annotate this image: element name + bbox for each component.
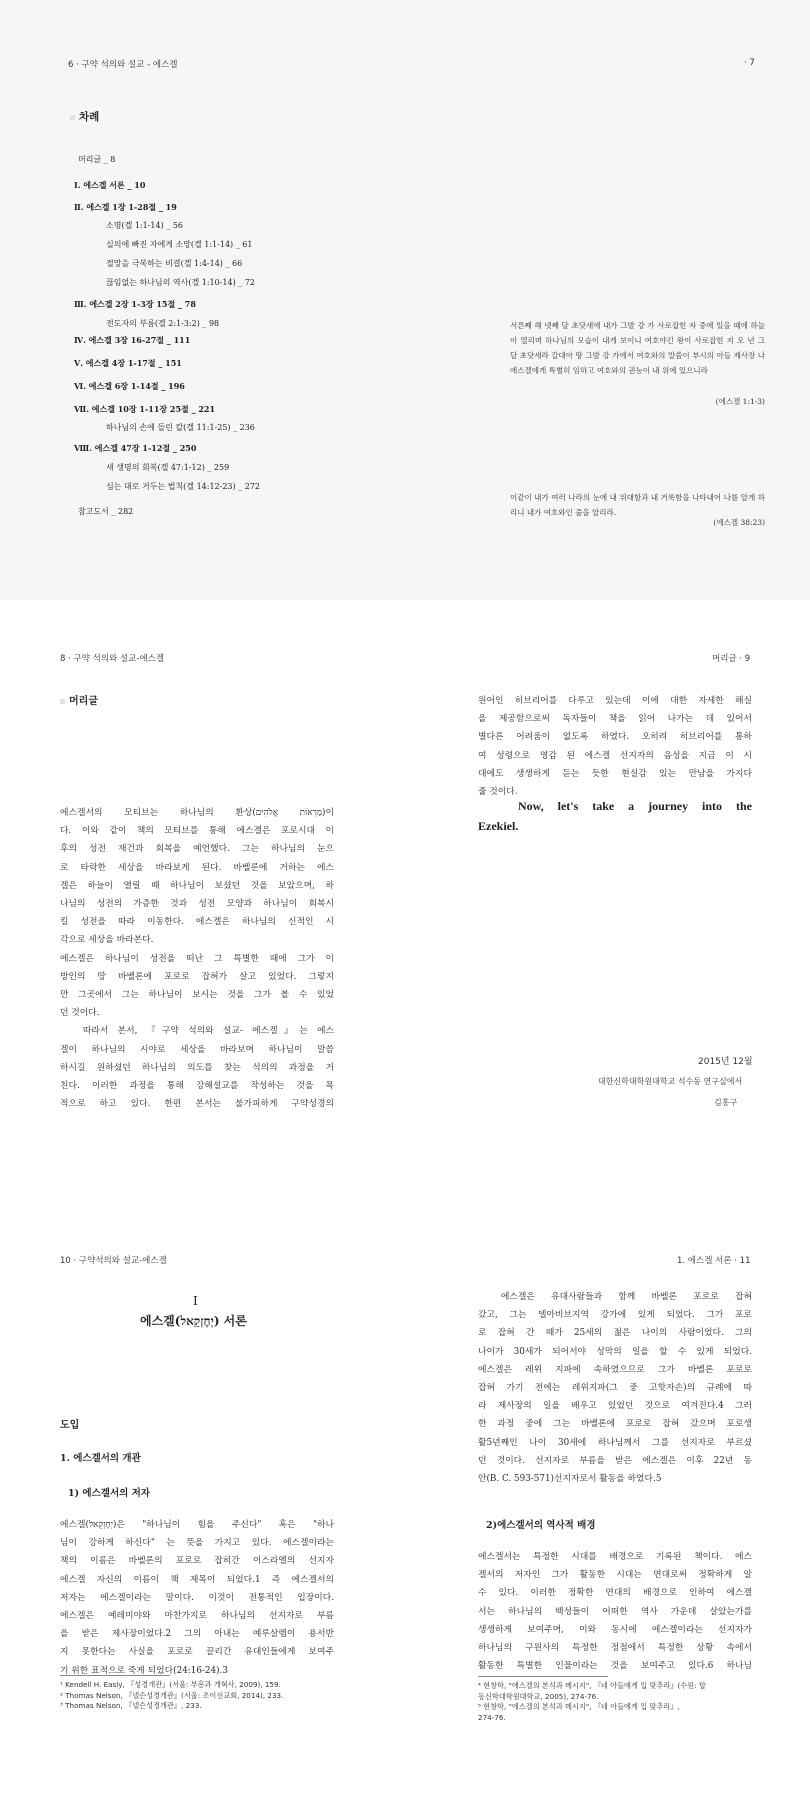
- epigraph-1: 서른째 해 넷째 달 초닷새에 내가 그발 강 가 사로잡힌 자 중에 있을 때에 하늘이 열리며 하나님의 모습이 내게 보이니 여호야긴 왕이 사로잡힌 지 오 년 그 달 초닷새라 갈대아 땅 그발 강 가에서 여호와의 말씀이 부시의 아들 제사장 나 에스겔에게 특별히 임하고 여호와의 권능이 내 위에 있으니라: [510, 321, 765, 375]
- text-line: 만 그곳에서 그는 하나님이 보시는 것을 그가 볼 수 있었: [60, 990, 334, 1001]
- footnote: 274-76.: [478, 1712, 506, 1722]
- toc-entry[interactable]: Ⅷ. 에스겔 47장 1-12절 _ 250: [74, 443, 197, 453]
- text-line: 별다른 어려움이 없도록 하였다. 오히려 히브리어를 통하: [478, 732, 752, 743]
- text-line: 로 타락한 세상을 바라보게 된다. 바벨론에 거하는 에스: [60, 862, 334, 873]
- toc-entry[interactable]: 머리글 _ 8: [78, 155, 116, 164]
- preface-body-right: [478, 692, 752, 801]
- english-quote-line-2: Ezekiel.: [478, 819, 519, 833]
- text-line: 각으로 세상을 바라본다.: [60, 935, 154, 946]
- english-quote-line-1: Now, let's take a journey into the: [518, 799, 752, 813]
- toc-entry[interactable]: 새 생명의 회복(겔 47:1-12) _ 259: [106, 463, 230, 472]
- text-line: 책의 이름은 바벨론의 포로로 잡히간 이스라엘의 선지자: [60, 1556, 334, 1567]
- subsection-history-heading: 2)에스겔서의 역사적 배경: [486, 1520, 596, 1531]
- text-line: 활동한 특별한 인물이라는 것을 보여주고 있다.6 하나님: [478, 1661, 752, 1672]
- text-line: 한 과정 중에 그는 바벨론에 포로로 잡혀 갔으며 포로생: [478, 1419, 752, 1430]
- text-line: 여 성령으로 영감 된 에스겔 선지자의 음성을 지금 이 시: [478, 750, 752, 761]
- preface-title: 머리글: [69, 696, 98, 707]
- text-line: 나이가 30세가 되어서야 성막의 일을 할 수 있게 되었다.: [478, 1346, 752, 1357]
- running-header-left: 6 · 구약 석의와 설교 - 에스겔: [68, 60, 178, 70]
- text-line: 따라서 본서, 『구약 석의와 설교- 에스겔』는 에스: [82, 1026, 334, 1037]
- text-line: 에스겔서의 모티브는 하나님의 환상(מַרְאוֹת אֱלֹהִים)이: [60, 808, 334, 818]
- epigraph-1-reference: (에스겔 1:1-3): [715, 397, 765, 406]
- footnote: ² Thomas Nelson, 『넬슨성경개관』(서울: 조이선교회, 2014), 233.: [60, 1690, 284, 1700]
- running-header-left: 8 · 구약 석의와 설교-에스겔: [60, 654, 165, 664]
- text-line: 저자는 에스겔이라는 말이다. 이것이 전통적인 입장이다.: [60, 1592, 334, 1603]
- toc-entry[interactable]: 끊임없는 하나님의 역사(겔 1:10-14) _ 72: [106, 278, 255, 287]
- chapter-number: I: [193, 1294, 198, 1308]
- text-line: 안(B. C. 593-571)선지자로서 활동을 하였다.5: [478, 1474, 662, 1485]
- footnote-divider: [478, 1676, 608, 1677]
- section-intro-heading: 도입: [60, 1420, 80, 1431]
- footnote: 동신학대학원대학교, 2005), 274-76.: [478, 1691, 599, 1701]
- text-line: 방인의 땅 바벨론에 포로로 잡혀가 살고 있었다. 그렇지: [60, 971, 334, 982]
- author-affiliation: 대한신학대학원대학교 석수동 연구실에서: [598, 1077, 743, 1086]
- spread-toc: [0, 0, 810, 600]
- text-line: 갔고, 그는 델아비브지역 강가에 있게 되었다. 그가 포로: [478, 1310, 752, 1321]
- footnote: ³ Thomas Nelson, 『넬슨성경개관』, 233.: [60, 1701, 202, 1710]
- chapter-body-right-b: [478, 1548, 752, 1675]
- toc-entry[interactable]: Ⅴ. 에스겔 4장 1-17절 _ 151: [74, 358, 182, 368]
- text-line: 로 잡혀 간 때가 25세의 젊은 나이의 사람이었다. 그의: [478, 1328, 752, 1339]
- text-line: 하시길 원하셨던 하나님의 의도를 찾는 석의의 과정을 거: [60, 1062, 334, 1073]
- text-line: 기 위한 표적으로 죽게 되었다(24:16-24).3: [60, 1665, 228, 1676]
- footnote-divider: [60, 1675, 170, 1676]
- text-line: 에스겔은 레위 지파에 속하였으므로 그가 바벨론 포로로: [478, 1364, 752, 1375]
- epigraph-2-reference: (에스겔 38:23): [713, 518, 765, 527]
- preface-heading: [60, 692, 98, 707]
- toc-entry[interactable]: Ⅵ. 에스겔 6장 1-14절 _ 196: [74, 381, 185, 391]
- toc-entry[interactable]: 절망을 극복하는 비결(겔 1:4-14) _ 66: [106, 259, 243, 268]
- text-line: 에스겔서는 특정한 시대를 배경으로 기록된 책이다. 에스: [478, 1552, 752, 1562]
- text-line: 서는 하나님의 백성들이 어떠한 역사 가운데 살았는가를: [478, 1606, 752, 1617]
- text-line: 님이 강하게 하신다" 는 뜻을 가지고 있다. 에스겔이라는: [60, 1538, 334, 1549]
- bullet-dot-icon: [60, 699, 65, 704]
- chapter-body-right-a: [478, 1288, 752, 1488]
- toc-entry[interactable]: 심는 대로 거두는 법칙(겔 14:12-23) _ 272: [106, 482, 260, 491]
- text-line: 겔서의 저자인 그가 활동한 시대는 연대로써 정확하게 알: [478, 1570, 752, 1581]
- text-line: 겔은 하늘이 열릴 때 하나님이 보셨던 것을 보았으며, 하: [60, 880, 334, 891]
- running-header-right: 1. 에스겔 서론 · 11: [677, 1256, 751, 1266]
- running-header-right: 머리글 · 9: [712, 654, 751, 664]
- spread-chapter-1: [0, 1200, 810, 1802]
- footnotes-right: [478, 1681, 706, 1723]
- text-line: 줄 것이다.: [478, 787, 518, 798]
- toc-entry[interactable]: Ⅱ. 에스겔 1장 1-28절 _ 19: [74, 202, 177, 212]
- chapter-title: 에스겔(יְחֶזְקֵאל) 서론: [140, 1314, 247, 1328]
- text-line: 던 것이다.: [60, 1008, 100, 1019]
- text-line: 원어인 히브리어를 다루고 있는데 이에 대한 자세한 해실: [478, 696, 752, 706]
- footnote: ⁴ 현창학, "에스겔의 본석과 메시지", 『네 아들에게 입 맞추라』(수원: 합: [478, 1681, 706, 1690]
- text-line: 다. 이와 같이 책의 모티브를 통해 에스겔은 포로시대 이: [60, 826, 334, 837]
- text-line: 지 못한다는 사실을 포로로 끌리간 유대인들에게 보여주: [60, 1647, 334, 1658]
- text-line: 겔이 하나님의 시야로 세상을 바라보며 하나님이 말씀: [60, 1044, 334, 1055]
- bullet-dot-icon: [70, 115, 75, 120]
- text-line: 대에도 생생하게 듣는 듯한 현실감 있는 만남을 가지다: [478, 768, 752, 779]
- toc-heading: [70, 109, 99, 124]
- toc-entry[interactable]: Ⅲ. 에스겔 2장 1-3장 15절 _ 78: [74, 299, 196, 309]
- spread-preface: [0, 600, 810, 1200]
- toc-entry[interactable]: Ⅶ. 에스겔 10장 1-11장 25절 _ 221: [74, 404, 216, 414]
- running-header-right: · 7: [744, 58, 755, 68]
- text-line: 에스겔(יְחֶזְקֵאל)은 "하나님이 힘을 주신다" 혹은 "하나: [60, 1520, 334, 1530]
- running-header-left: 10 · 구약석의와 설교-에스겔: [60, 1256, 167, 1266]
- toc-entry[interactable]: 소명(겔 1:1-14) _ 56: [106, 221, 183, 230]
- text-line: 라 제사장의 일을 배우고 있었던 것으로 여겨진다.4 그러: [478, 1401, 752, 1412]
- text-line: 에스겔은 하나님이 성전을 떠난 그 특별한 때에 그가 이: [60, 953, 334, 964]
- epigraph-2: 이같이 내가 여러 나라의 눈에 내 위대함과 내 거룩함을 나타내어 나를 알게 하리니 내가 여호와인 줄을 알리라.: [510, 493, 765, 517]
- footnote: ¹ Kendell H. Easly, 『성경개관』(서울: 부흥과 개혁사, 2009), 159.: [60, 1680, 281, 1689]
- preface-date: 2015년 12월: [698, 1057, 753, 1067]
- text-line: 에스겔은 유대사람들과 함께 바벨론 포로로 잡혀: [500, 1292, 752, 1302]
- toc-entry[interactable]: 실의에 빠진 자에게 소망(겔 1:1-14) _ 61: [106, 240, 253, 249]
- toc-entry[interactable]: 전도자의 부름(겔 2:1-3:2) _ 98: [106, 319, 220, 328]
- toc-entry[interactable]: Ⅳ. 에스겔 3장 16-27절 _ 111: [74, 335, 191, 345]
- toc-entry[interactable]: 하나님의 손에 들린 칼(겔 11:1-25) _ 236: [106, 423, 255, 432]
- toc-title: 차례: [79, 111, 100, 123]
- footnote: ⁵ 현창학, "에스겔의 본석과 메시지", 『네 아들에게 입 맞추라』,: [478, 1702, 680, 1711]
- text-line: 던 것이다. 선지자로 부름을 받은 에스겔은 이후 22년 동: [478, 1455, 752, 1466]
- text-line: 킬 성전을 따라 이동한다. 에스겔은 하나님의 신적인 시: [60, 917, 334, 928]
- footnotes-left: [60, 1680, 283, 1712]
- text-line: 적으로 하고 있다. 한편 본서는 불가피하게 구약성경의: [60, 1099, 334, 1110]
- text-line: 에스겔은 예레미야와 마찬가지로 하나님의 선지자로 부름: [60, 1611, 334, 1622]
- author-name: 김홍구: [714, 1098, 738, 1107]
- preface-body-left: [60, 804, 334, 1113]
- toc-entry[interactable]: 참고도서 _ 282: [78, 507, 134, 516]
- text-line: 하나님의 구원사의 특정한 정점에서 특정한 상황 속에서: [478, 1643, 752, 1654]
- text-line: 을 제공함으로써 독자들이 책을 읽어 나가는 데 있어서: [478, 714, 752, 725]
- subsection-author-heading: 1) 에스겔서의 저자: [68, 1488, 150, 1499]
- text-line: 활5년째인 나이 30세에 하나님께서 그를 선지자로 부르셨: [478, 1437, 752, 1448]
- text-line: 에스겔 자신의 이름이 책 제목이 되었다.1 즉 에스겔서의: [60, 1574, 334, 1585]
- section-overview-heading: 1. 에스겔서의 개관: [60, 1453, 141, 1464]
- text-line: 수 있다. 이러한 정확한 연대의 배경으로 인하여 에스겔: [478, 1588, 752, 1599]
- text-line: 잡혀 가기 전에는 레위지파(그 중 고핫자손)의 규례에 따: [478, 1383, 752, 1394]
- text-line: 친다. 이러한 과정을 통해 강해설교를 작성하는 것을 목: [60, 1081, 334, 1092]
- text-line: 을 받은 제사장이었다.2 그의 아내는 예루살렘이 용서반: [60, 1629, 334, 1640]
- chapter-body-left: [60, 1516, 334, 1680]
- text-line: 생생하게 보여주며, 이와 동시에 에스겔이라는 선지자가: [478, 1624, 752, 1635]
- text-line: 후의 성전 재건과 회복을 예언했다. 그는 하나님의 눈으: [60, 844, 334, 855]
- toc-entry[interactable]: Ⅰ. 에스겔 서론 _ 10: [74, 180, 146, 190]
- text-line: 나님의 성전의 가증한 것과 성전 모양과 하나님이 회복시: [60, 899, 334, 910]
